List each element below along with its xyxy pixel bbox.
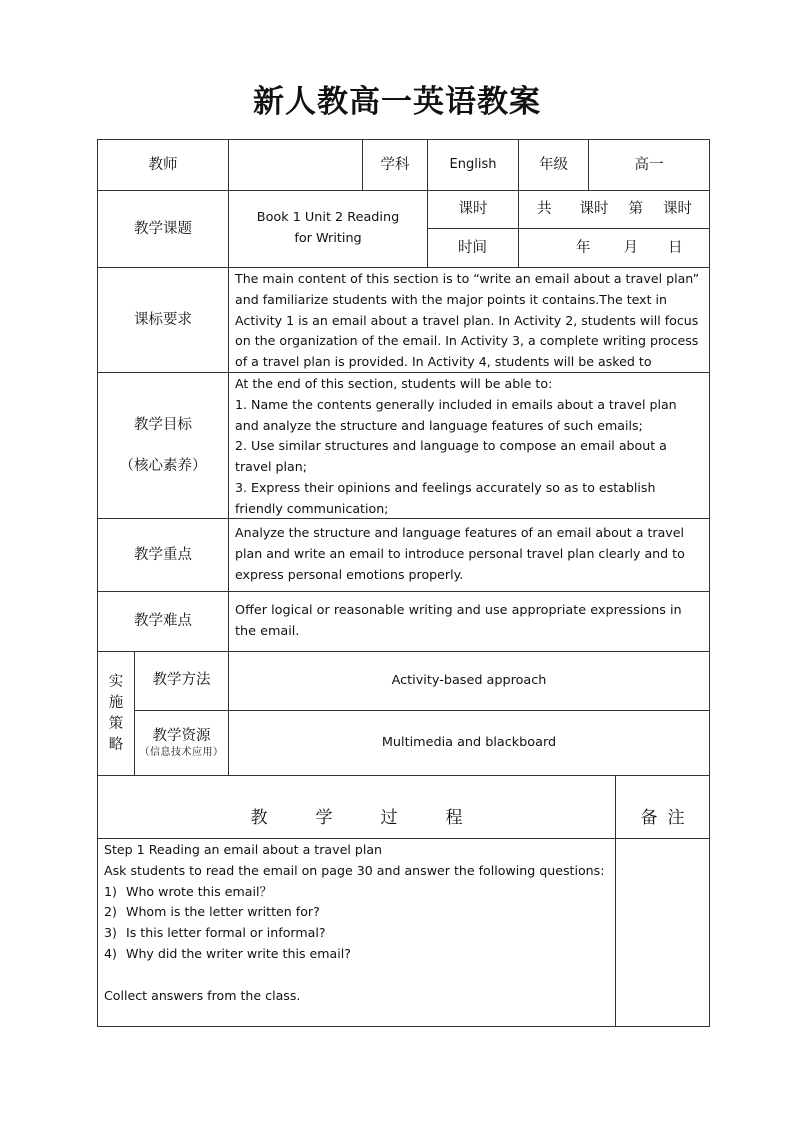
resource-sub-label: （信息技术应用）: [139, 747, 224, 759]
key-points-text: Analyze the structure and language features of an email about a travel plan and write an email to introduce personal travel plan clearly and to express personal emotions properly.: [228, 518, 710, 592]
period-total: 共: [537, 201, 552, 218]
resource-label: 教学资源: [152, 727, 211, 744]
process-char: 程: [445, 807, 463, 828]
difficulties-text: Offer logical or reasonable writing and use appropriate expressions in the email.: [228, 591, 710, 652]
question-item: [104, 882, 609, 903]
period-label: 课时: [427, 190, 519, 229]
question-text: Why did the writer write this email?: [126, 945, 351, 961]
resource-label-cell: [134, 710, 229, 776]
objectives-text: [228, 372, 710, 519]
objective-item: 1. Name the contents generally included in emails about a travel plan and analyze the structure and language features of such emails;: [235, 396, 677, 433]
strategy-char: 策: [108, 715, 124, 732]
strategy-char: 实: [108, 673, 124, 690]
subject-value: English: [427, 139, 519, 191]
period-nth: 第: [628, 201, 643, 218]
objective-item: 3. Express their opinions and feelings accurately so as to establish friendly communication;: [235, 479, 656, 516]
key-points-label: 教学重点: [97, 518, 229, 592]
time-value: [518, 228, 710, 268]
question-text: Who wrote this email？: [126, 883, 273, 899]
topic-value: Book 1 Unit 2 Reading for Writing: [228, 190, 428, 268]
objectives-sub-label: （核心素养）: [119, 457, 207, 474]
objectives-label-cell: [97, 372, 229, 519]
process-char: 教: [250, 807, 268, 828]
subject-label: 学科: [362, 139, 428, 191]
page-title: 新人教高一英语教案: [253, 84, 541, 120]
grade-label: 年级: [518, 139, 589, 191]
difficulties-label: 教学难点: [97, 591, 229, 652]
process-body: [97, 838, 616, 1027]
method-label: 教学方法: [134, 651, 229, 711]
question-num: 2): [104, 904, 117, 920]
process-char: 过: [380, 807, 398, 828]
month-label: 月: [623, 239, 638, 256]
strategy-char: 略: [108, 736, 124, 753]
period-unit: 课时: [579, 201, 609, 218]
resource-value: Multimedia and blackboard: [228, 710, 710, 776]
question-item: [104, 923, 609, 944]
question-item: [104, 944, 609, 965]
curriculum-label: 课标要求: [97, 267, 229, 373]
notes-heading: 备注: [615, 775, 710, 839]
objectives-intro: At the end of this section, students will be able to:: [235, 376, 553, 391]
day-label: 日: [668, 239, 683, 256]
question-num: 3): [104, 925, 117, 941]
question-num: 1): [104, 883, 117, 899]
period-unit2: 课时: [663, 201, 692, 218]
method-value: Activity-based approach: [228, 651, 710, 711]
question-item: [104, 902, 609, 923]
question-text: Is this letter formal or informal?: [126, 925, 326, 941]
closing-text: Collect answers from the class.: [104, 987, 301, 1003]
grade-value: 高一: [588, 139, 710, 191]
step-title: Step 1 Reading an email about a travel plan: [104, 842, 383, 857]
notes-body[interactable]: [615, 838, 710, 1027]
topic-label: 教学课题: [97, 190, 229, 268]
time-label: 时间: [427, 228, 519, 268]
teacher-value[interactable]: [228, 139, 363, 191]
strategy-label: [97, 651, 135, 776]
year-label: 年: [576, 239, 591, 256]
question-num: 4): [104, 945, 117, 961]
question-text: Whom is the letter written for?: [126, 904, 320, 920]
teacher-label: 教师: [97, 139, 229, 191]
strategy-char: 施: [108, 694, 124, 711]
objective-item: 2. Use similar structures and language to compose an email about a travel plan;: [235, 438, 667, 475]
process-char: 学: [315, 807, 333, 828]
period-value: [518, 190, 710, 229]
objectives-label: 教学目标: [134, 416, 192, 433]
process-heading: [97, 775, 616, 839]
step-instruction: Ask students to read the email on page 30 and answer the following questions:: [104, 862, 605, 878]
curriculum-text: The main content of this section is to “write an email about a travel plan” and familiarize students with the major points it contains.The text in Activity 1 is an email about a travel plan. In Activity 2, students will focus on the organization of the email. In Activity 3, a complete writing process of a travel plan is provided. In Activity 4, students will be asked to: [228, 267, 710, 373]
